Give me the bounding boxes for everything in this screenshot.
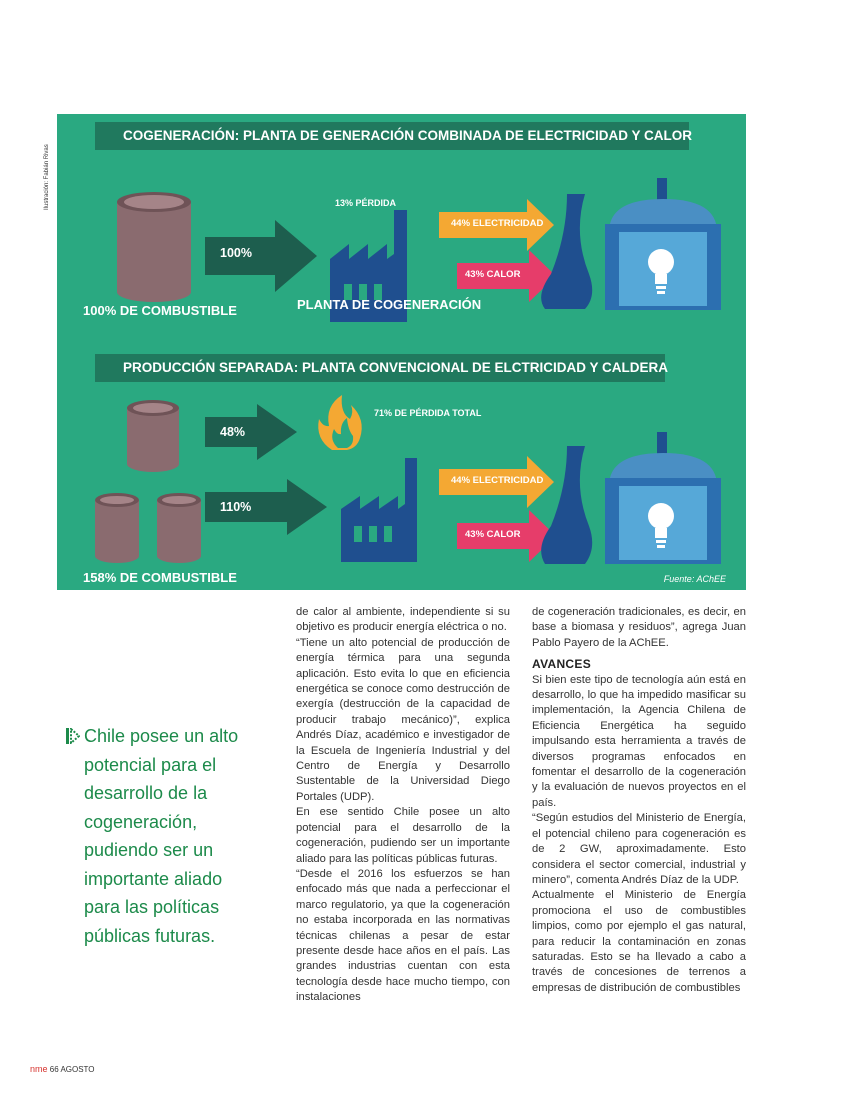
col1-paragraph: En ese sentido Chile posee un alto potencial para el desarrollo de la cogeneración, pudiendo ser un importante aliado para las políticas públicas futuras. (296, 806, 510, 865)
pull-quote (66, 722, 256, 950)
quote-bullet-icon (66, 728, 80, 744)
arrow-48-icon (205, 404, 297, 460)
page-footer (30, 1064, 95, 1074)
bottom-fuel-label: 158% DE COMBUSTIBLE (83, 570, 237, 585)
source-label: Fuente: AChEE (663, 574, 726, 584)
col1-paragraph: de calor al ambiente, independiente si su objetivo es producir energía eléctrica o no. (296, 606, 510, 634)
footer-month: AGOSTO (60, 1065, 95, 1074)
page-number: 66 (49, 1065, 59, 1074)
top-fuel-label: 100% DE COMBUSTIBLE (83, 303, 237, 318)
cooling-tower-icon (541, 194, 592, 309)
flame-icon (318, 395, 361, 450)
cooling-tower-bottom-icon (541, 446, 592, 564)
col2-paragraph: Si bien este tipo de tecnología aún está en desarrollo, lo que ha impedido masificar su implementación, la Agencia Chilena de Eficiencia Energética ha seguido impulsando esta herramienta a través de diversos programas enfocados en fomentar el desarrollo de la cogeneración y la evaluación de nuevos proyectos en el país. (532, 673, 746, 809)
col2-paragraph: Actualmente el Ministerio de Energía promociona el uso de combustibles limpios, como por ejemplo el gas natural, para reducir la contaminación en zonas saturadas. Esto se ha llevado a cabo a través de concesiones de terrenos a empresas de distribución de combustibles (532, 889, 746, 994)
top-heat-label: 43% CALOR (465, 269, 521, 280)
arrow-48-label: 48% (220, 425, 246, 439)
section-heading: AVANCES (532, 657, 591, 672)
cogeneration-banner: COGENERACIÓN: PLANTA DE GENERACIÓN COMBINADA DE ELECTRICIDAD Y CALOR (95, 122, 689, 150)
col1-paragraph: “Tiene un alto potencial de producción de energía térmica para una segunda aplicación. Esto evita lo que en eficiencia energética se conoce como destrucción de exergía (destrucción de la capacidad de producir trabajo mecánico)”, explica Andrés Díaz, académico e investigador de la Escuela de Ingeniería Industrial y del Centro de Energía y Desarrollo Sustentable de la Universidad Diego Portales (UDP). (296, 636, 510, 803)
conventional-plant-icon (341, 458, 417, 562)
plant-label: PLANTA DE COGENERACIÓN (297, 297, 482, 312)
separate-production-banner: PRODUCCIÓN SEPARADA: PLANTA CONVENCIONAL DE ELCTRICIDAD Y CALDERA (95, 354, 665, 382)
total-loss-label: 71% DE PÉRDIDA TOTAL (374, 408, 482, 418)
col2-intro: de cogeneración tradicionales, es decir, en base a biomasa y residuos”, agrega Juan Pablo Payero de la AChEE. (532, 606, 746, 649)
arrow-110-label: 110% (220, 500, 252, 514)
infographic-artwork (57, 114, 746, 590)
pull-quote-text: Chile posee un alto potencial para el desarrollo de la cogeneración, pudiendo ser un importante aliado para las políticas públicas futuras. (84, 726, 239, 946)
col2-paragraph: “Según estudios del Ministerio de Energía, el potencial chileno para cogeneración es de 2 GW, aproximadamente. Esto considera el sector comercial, industrial y minero”, comenta Andrés Díaz de la UDP. (532, 812, 746, 886)
power-building-bottom-icon (605, 432, 721, 564)
fuel-tank-icon (117, 192, 191, 302)
power-building-icon (605, 178, 721, 310)
top-electricity-label: 44% ELECTRICIDAD (451, 218, 544, 229)
illustration-credit: Ilustración: Fabián Rivas (44, 144, 50, 210)
bottom-heat-label: 43% CALOR (465, 529, 521, 540)
article-column-1 (296, 605, 510, 1006)
bottom-electricity-label: 44% ELECTRICIDAD (451, 475, 544, 486)
top-loss-label: 13% PÉRDIDA (335, 198, 397, 208)
magazine-name: nme (30, 1064, 48, 1074)
small-fuel-tank-icon (127, 400, 179, 472)
col1-paragraph: “Desde el 2016 los esfuerzos se han enfocado más que nada a perfeccionar el marco regulatorio, ya que la cogeneración no estaba incorporada en las normativas técnicas chilenas a pesar de estar presente desde hace años en el país. Las grandes industrias cuentan con esta tecnología desde hace mucho tiempo, con instalaciones (296, 867, 510, 1004)
cogeneration-infographic (57, 114, 746, 590)
article-column-2 (532, 605, 746, 996)
double-fuel-tank-icon (95, 493, 201, 563)
arrow-100-label: 100% (220, 246, 252, 260)
